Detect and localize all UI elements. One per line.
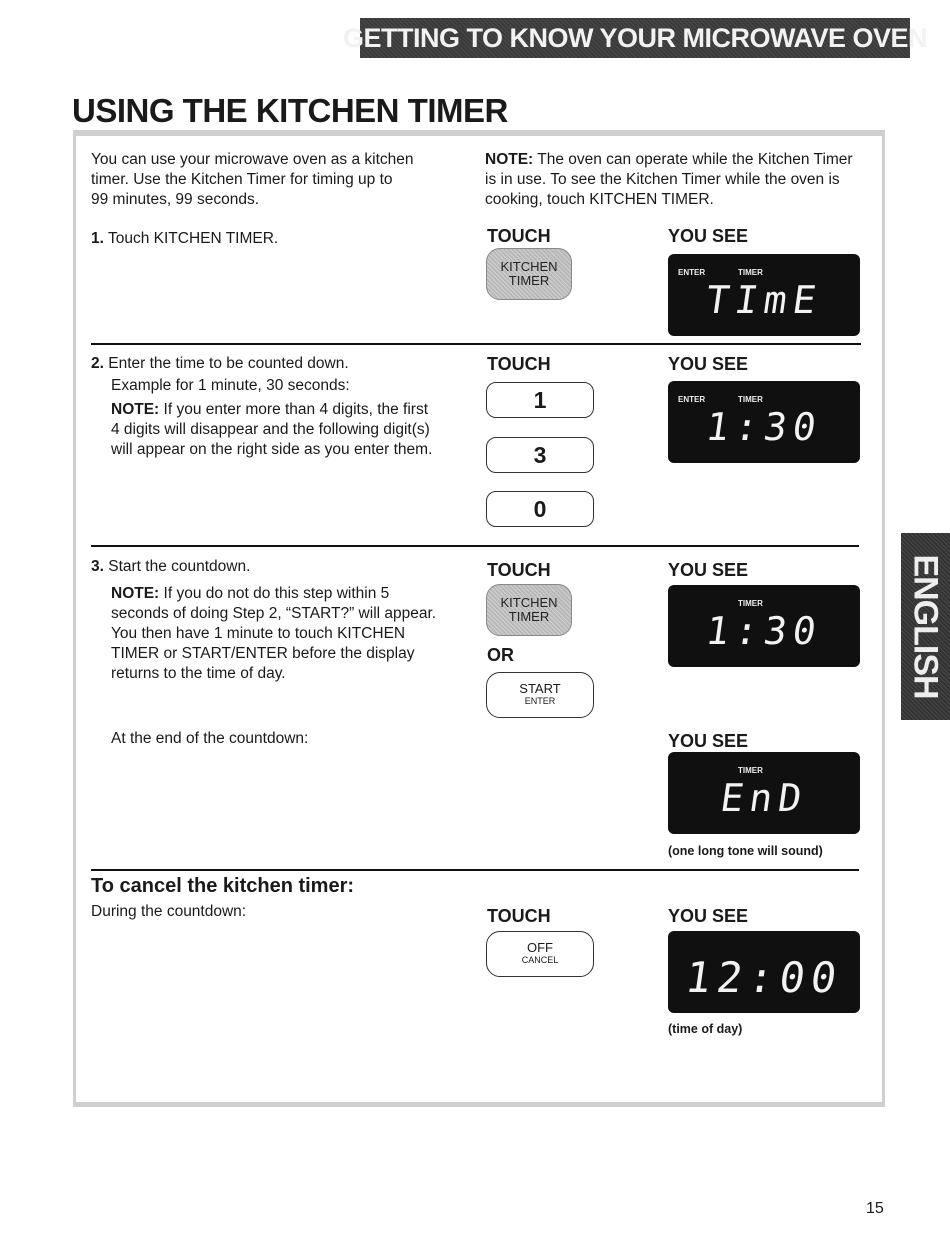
display-time-prompt bbox=[668, 254, 860, 336]
note-text: TIMER or START/ENTER before the display bbox=[111, 645, 415, 662]
timer-indicator: TIMER bbox=[738, 599, 763, 608]
note-text: The oven can operate while the Kitchen Timer bbox=[533, 151, 853, 168]
intro-line: 99 minutes, 99 seconds. bbox=[91, 191, 260, 208]
divider bbox=[91, 545, 859, 547]
start-enter-button[interactable] bbox=[486, 672, 594, 718]
step-instruction: Enter the time to be counted down. bbox=[103, 355, 349, 372]
end-of-countdown-text: At the end of the countdown: bbox=[111, 730, 309, 747]
kitchen-timer-button[interactable] bbox=[486, 248, 572, 300]
intro-line: timer. Use the Kitchen Timer for timing up to bbox=[91, 171, 393, 188]
note-text: If you enter more than 4 digits, the first bbox=[159, 401, 429, 418]
button-label: OFF bbox=[527, 940, 553, 955]
enter-indicator: ENTER bbox=[678, 268, 706, 277]
note-text: returns to the time of day. bbox=[111, 665, 286, 682]
divider bbox=[91, 343, 861, 345]
note-label: NOTE: bbox=[111, 585, 160, 602]
digit-3-button[interactable]: 3 bbox=[486, 437, 594, 473]
display-countdown bbox=[668, 585, 860, 667]
button-sublabel: CANCEL bbox=[521, 955, 559, 965]
step-2-text bbox=[91, 354, 432, 460]
cancel-heading: To cancel the kitchen timer: bbox=[91, 875, 355, 897]
button-sublabel: ENTER bbox=[524, 696, 556, 706]
step-1-text bbox=[91, 229, 278, 249]
or-label: OR bbox=[487, 645, 514, 665]
digit-1-button[interactable]: 1 bbox=[486, 382, 594, 418]
button-label: TIMER bbox=[508, 273, 550, 288]
button-label: START bbox=[519, 681, 561, 696]
step-instruction: Start the countdown. bbox=[103, 558, 251, 575]
you-see-header: YOU SEE bbox=[668, 560, 749, 580]
display-readout: TImE bbox=[703, 278, 825, 322]
intro-line: You can use your microwave oven as a kitchen bbox=[91, 151, 414, 168]
display-entered-time bbox=[668, 381, 860, 463]
button-label: KITCHEN bbox=[500, 259, 558, 274]
display-end bbox=[668, 752, 860, 834]
you-see-header: YOU SEE bbox=[668, 906, 749, 926]
step-number: 2. bbox=[91, 355, 104, 372]
display-readout: 1:30 bbox=[703, 405, 825, 449]
note-text: If you do not do this step within 5 bbox=[159, 585, 390, 602]
you-see-header: YOU SEE bbox=[668, 354, 749, 374]
note-label: NOTE: bbox=[111, 401, 160, 418]
display-readout: 1:30 bbox=[703, 609, 825, 653]
digit-0-button[interactable]: 0 bbox=[486, 491, 594, 527]
display-readout: 12:00 bbox=[682, 953, 846, 1002]
section-banner: GETTING TO KNOW YOUR MICROWAVE OVEN bbox=[360, 18, 910, 58]
note-text: 4 digits will disappear and the following digit(s) bbox=[111, 421, 430, 438]
note-text: cooking, touch KITCHEN TIMER. bbox=[485, 191, 714, 208]
timer-indicator: TIMER bbox=[738, 766, 763, 775]
step-example: Example for 1 minute, 30 seconds: bbox=[111, 377, 350, 394]
intro-note bbox=[485, 150, 853, 210]
step-instruction: Touch KITCHEN TIMER. bbox=[103, 230, 279, 247]
note-text: seconds of doing Step 2, “START?” will appear. bbox=[111, 605, 437, 622]
touch-header: TOUCH bbox=[487, 906, 551, 926]
step-3-text bbox=[91, 557, 436, 684]
kitchen-timer-button[interactable] bbox=[486, 584, 572, 636]
note-text: will appear on the right side as you enter them. bbox=[111, 441, 433, 458]
cancel-text: During the countdown: bbox=[91, 903, 247, 920]
enter-indicator: ENTER bbox=[678, 395, 706, 404]
note-text: is in use. To see the Kitchen Timer while the oven is bbox=[485, 171, 840, 188]
intro-text bbox=[91, 150, 414, 210]
end-caption: (one long tone will sound) bbox=[668, 844, 823, 858]
side-tab-label: ENGLISH bbox=[907, 554, 945, 699]
touch-header: TOUCH bbox=[487, 226, 551, 246]
touch-header: TOUCH bbox=[487, 560, 551, 580]
time-of-day-caption: (time of day) bbox=[668, 1022, 743, 1036]
note-label: NOTE: bbox=[485, 151, 534, 168]
button-label: TIMER bbox=[508, 609, 550, 624]
you-see-header: YOU SEE bbox=[668, 731, 749, 751]
divider bbox=[91, 869, 859, 871]
off-cancel-button[interactable] bbox=[486, 931, 594, 977]
timer-indicator: TIMER bbox=[738, 395, 763, 404]
step-number: 1. bbox=[91, 230, 104, 247]
step-number: 3. bbox=[91, 558, 104, 575]
display-time-of-day bbox=[668, 931, 860, 1013]
language-side-tab bbox=[901, 533, 950, 720]
you-see-header: YOU SEE bbox=[668, 226, 749, 246]
button-label: KITCHEN bbox=[500, 595, 558, 610]
note-text: You then have 1 minute to touch KITCHEN bbox=[111, 625, 406, 642]
display-readout: EnD bbox=[717, 776, 811, 820]
touch-header: TOUCH bbox=[487, 354, 551, 374]
page-title: USING THE KITCHEN TIMER bbox=[72, 92, 508, 129]
page-number: 15 bbox=[866, 1200, 884, 1217]
timer-indicator: TIMER bbox=[738, 268, 763, 277]
